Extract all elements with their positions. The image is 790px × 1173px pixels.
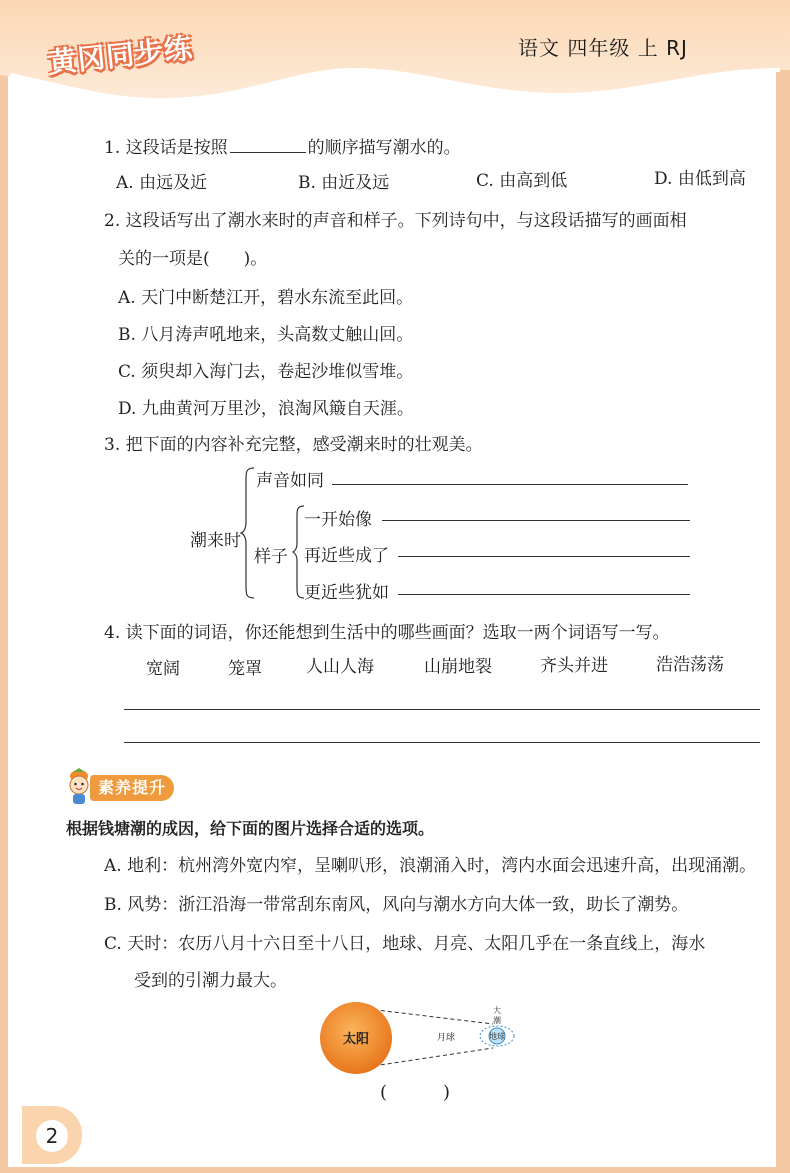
question-1-option-b: B. 由近及远: [298, 173, 390, 193]
question-2-option-a: A. 天门中断楚江开，碧水东流至此回。: [118, 288, 414, 308]
moon-label: 月球: [436, 1033, 456, 1043]
question-1: [104, 133, 461, 158]
earth-label: 地球: [489, 1032, 505, 1041]
question-1-stem: 1. 这段话是按照: [104, 138, 228, 158]
shape-item-2: 再近些成了: [304, 546, 389, 566]
question-3-stem: 3. 把下面的内容补充完整，感受潮来时的壮观美。: [104, 435, 483, 455]
shape-answer-line-2[interactable]: [398, 556, 690, 557]
shape-item-1: 一开始像: [304, 510, 372, 530]
writing-line-1[interactable]: [124, 709, 760, 710]
page-number: 2: [36, 1120, 68, 1152]
word-item: 山崩地裂: [424, 657, 492, 677]
shape-answer-line-3[interactable]: [398, 594, 690, 595]
question-2-stem-line2: 关的一项是( )。: [118, 249, 268, 269]
question-2-option-d: D. 九曲黄河万里沙，浪淘风簸自天涯。: [118, 399, 414, 419]
sound-answer-line[interactable]: [332, 484, 688, 485]
sun-label: 太阳: [342, 1032, 370, 1047]
reason-a: A. 地利：杭州湾外宽内窄，呈喇叭形，浪潮涌入时，湾内水面会迅速升高，出现涌潮。: [104, 856, 757, 876]
shape-item-3: 更近些犹如: [304, 583, 389, 603]
shape-answer-line-1[interactable]: [382, 520, 690, 521]
word-item: 笼罩: [228, 659, 262, 679]
big-brace: [240, 466, 256, 600]
shape-label: 样子: [254, 547, 288, 567]
question-2-stem: 2. 这段话写出了潮水来时的声音和样子。下列诗句中，与这段话描写的画面相: [104, 211, 687, 231]
word-item: 人山人海: [306, 657, 374, 677]
question-3-root-label: 潮来时: [190, 531, 241, 551]
question-2-option-b: B. 八月涛声吼地来，头高数丈触山回。: [118, 325, 414, 345]
question-1-option-d: D. 由低到高: [654, 169, 746, 189]
word-item: 浩浩荡荡: [656, 655, 724, 675]
section-instruction: 根据钱塘潮的成因，给下面的图片选择合适的选项。: [66, 819, 435, 838]
brand-logo: 黄冈同步练: [46, 31, 195, 80]
question-4-stem: 4. 读下面的词语，你还能想到生活中的哪些画面？选取一两个词语写一写。: [104, 623, 670, 643]
book-info: 语文 四年级 上 RJ: [518, 36, 688, 60]
sound-label: 声音如同: [256, 471, 324, 491]
question-2-option-c: C. 须臾却入海门去，卷起沙堆似雪堆。: [118, 362, 414, 382]
tide-label-top: 大: [493, 1006, 501, 1015]
word-item: 齐头并进: [540, 656, 608, 676]
reason-c: C. 天时：农历八月十六日至十八日，地球、月亮、太阳几乎在一条直线上，海水: [104, 934, 706, 954]
reason-b: B. 风势：浙江沿海一带常刮东南风，风向与潮水方向大体一致，助长了潮势。: [104, 895, 689, 915]
tide-diagram: [300, 998, 540, 1078]
question-1-option-c: C. 由高到低: [476, 171, 568, 191]
writing-line-2[interactable]: [124, 742, 760, 743]
question-1-blank[interactable]: [230, 136, 306, 153]
section-tag: 素养提升: [90, 775, 174, 801]
reason-c-cont: 受到的引潮力最大。: [134, 971, 287, 991]
diagram-answer-slot[interactable]: ( ): [380, 1082, 451, 1103]
question-1-option-a: A. 由远及近: [116, 173, 208, 193]
word-item: 宽阔: [146, 659, 180, 679]
tide-label-bottom: 潮: [493, 1016, 501, 1025]
question-1-stem-end: 的顺序描写潮水的。: [307, 138, 461, 158]
